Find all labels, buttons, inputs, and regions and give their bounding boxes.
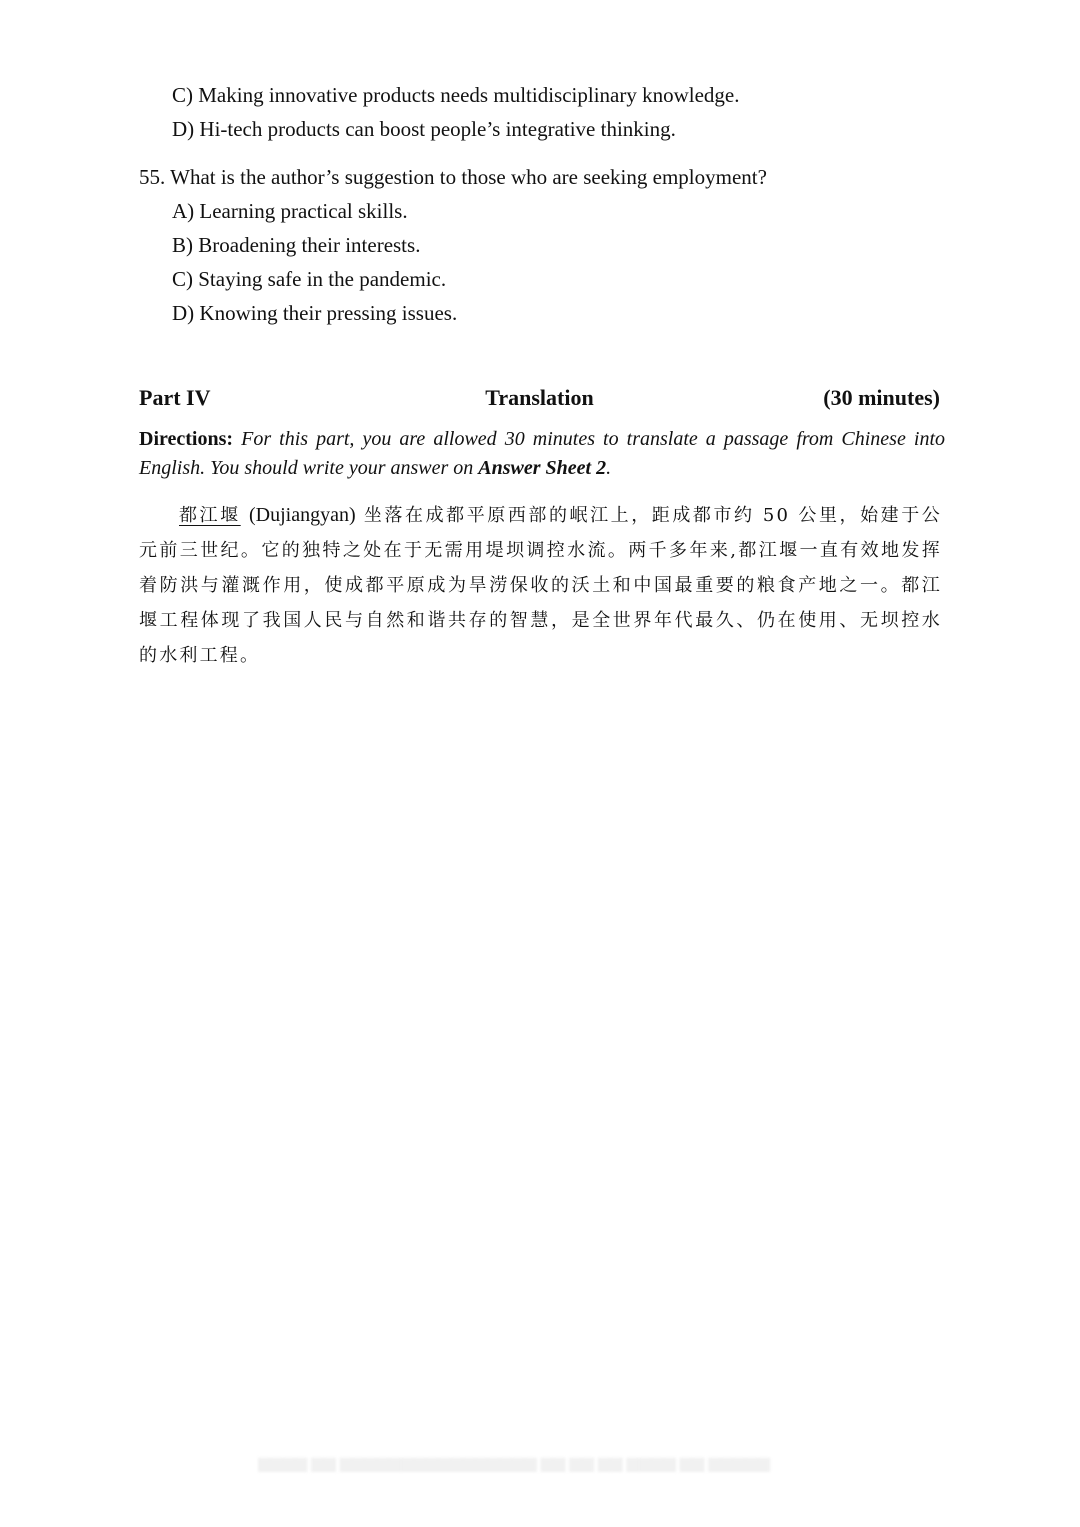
q55-option-b: B) Broadening their interests. bbox=[172, 233, 421, 257]
q55-option-d: D) Knowing their pressing issues. bbox=[172, 301, 458, 325]
directions bbox=[139, 425, 945, 483]
translation-passage bbox=[139, 498, 942, 673]
part-title: Translation bbox=[485, 385, 594, 410]
faint-watermark: ▆▆▆▆ ▆▆ ▆▆▆▆▆▆▆▆▆▆▆▆▆▆▆▆ ▆▆ ▆▆ ▆▆ ▆▆▆▆ ▆▆ ▆▆▆▆▆ bbox=[258, 1455, 770, 1472]
passage-latin-term: (Dujiangyan) bbox=[248, 504, 356, 526]
q55-option-a: A) Learning practical skills. bbox=[172, 199, 408, 223]
q54-option-c: C) Making innovative products needs multidisciplinary knowledge. bbox=[172, 83, 740, 107]
q55-option-c: C) Staying safe in the pandemic. bbox=[172, 267, 447, 291]
directions-lead: Directions: bbox=[139, 428, 234, 450]
part-label: Part IV bbox=[139, 385, 211, 410]
directions-body: For this part, you are allowed 30 minutes to translate a passage from Chinese into English. You should write your answer on bbox=[139, 428, 945, 479]
q55-question: 55. What is the author’s suggestion to those who are seeking employment? bbox=[139, 165, 767, 189]
directions-end: . bbox=[606, 457, 612, 479]
part-header bbox=[139, 382, 940, 414]
part-time: (30 minutes) bbox=[823, 385, 940, 410]
q54-option-d: D) Hi-tech products can boost people’s integrative thinking. bbox=[172, 117, 676, 141]
answer-sheet-ref: Answer Sheet 2 bbox=[478, 457, 607, 479]
passage-text: 坐落在成都平原西部的岷江上，距成都市约 50 公里，始建于公元前三世纪。它的独特之处在于无需用堤坝调控水流。两千多年来,都江堰一直有效地发挥着防洪与灌溉作用，使成都平原成为旱涝保收的沃土和中国最重要的粮食产地之一。都江堰工程体现了我国人民与自然和谐共存的智慧，是全世界年代最久、仍在使用、无坝控水的水利工程。 bbox=[139, 505, 942, 666]
passage-term: 都江堰 bbox=[179, 505, 241, 526]
